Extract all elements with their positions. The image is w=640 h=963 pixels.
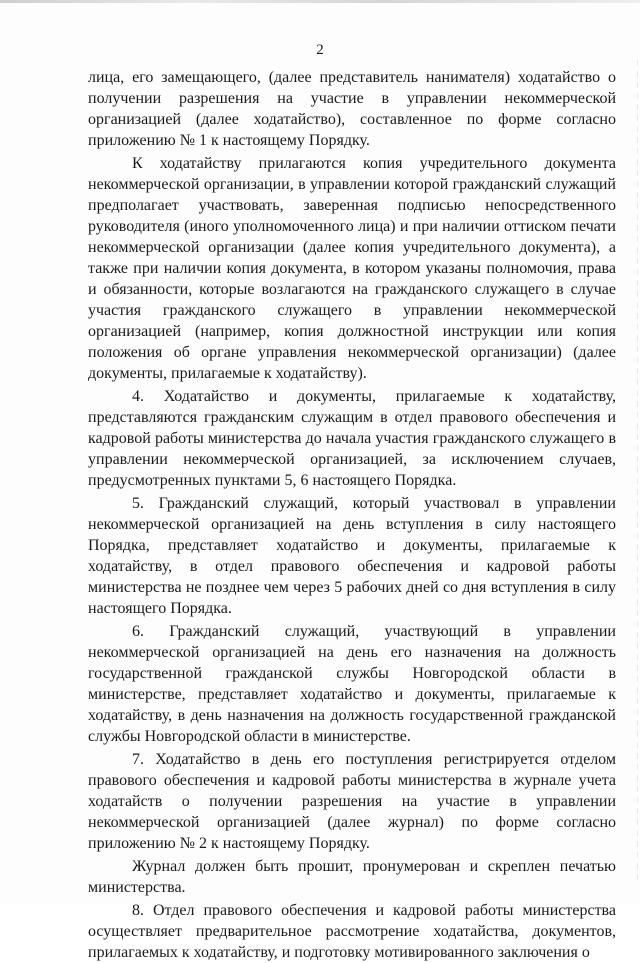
paragraph-journal: Журнал должен быть прошит, пронумерован и скреплен печатью министерства. — [88, 858, 616, 896]
scan-top-edge — [0, 0, 640, 3]
paragraph-item-4: 4. Ходатайство и документы, прилагаемые к ходатайству, представляются гражданским служащим в отдел правового обеспечения и кадровой работы министерства до начала участия гражданского служащего в управлении некоммерческой организацией, за исключением случаев, предусмотренных пунктами 5, 6 настоящего Порядка. — [88, 388, 616, 489]
paragraph-item-7: 7. Ходатайство в день его поступления регистрируется отделом правового обеспечения и кадровой работы министерства в журнале учета ходатайств о получении разрешения на участие в управлении некоммерческой организацией (далее журнал) по форме согласно приложению № 2 к настоящему Порядку. — [88, 751, 616, 852]
document-body — [88, 67, 616, 963]
page-number: 2 — [316, 42, 324, 58]
paragraph-attachments: К ходатайству прилагаются копия учредительного документа некоммерческой организации, в управлении которой гражданский служащий предполагает участвовать, заверенная подписью непосредственного руководителя (иного уполномоченного лица) и при наличии оттиском печати некоммерческой организации (далее копия учредительного документа), а также при наличии копия документа, в котором указаны полномочия, права и обязанности, которые возлагаются на гражданского служащего в случае участия гражданского служащего в управлении некоммерческой организацией (например, копия должностной инструкции или копия положения об органе управления некоммерческой организации) (далее документы, прилагаемые к ходатайству). — [88, 155, 616, 382]
paragraph-item-5: 5. Гражданский служащий, который участвовал в управлении некоммерческой организацией на день вступления в силу настоящего Порядка, представляет ходатайство и документы, прилагаемые к ходатайству, в отдел правового обеспечения и кадровой работы министерства не позднее чем через 5 рабочих дней со дня вступления в силу настоящего Порядка. — [88, 495, 616, 617]
paragraph-continuation: лица, его замещающего, (далее представитель нанимателя) ходатайство о получении разрешения на участие в управлении некоммерческой организацией (далее ходатайство), составленное по форме согласно приложению № 1 к настоящему Порядку. — [88, 69, 616, 149]
paragraph-item-8: 8. Отдел правового обеспечения и кадровой работы министерства осуществляет предварительное рассмотрение ходатайства, документов, прилагаемых к ходатайству, и подготовку мотивированного заключения о — [88, 902, 616, 961]
paragraph-item-6: 6. Гражданский служащий, участвующий в управлении некоммерческой организацией на день его назначения на должность государственной гражданской службы Новгородской области в министерстве, представляет ходатайство и документы, прилагаемые к ходатайству, в день назначения на должность государственной гражданской службы Новгородской области в министерстве. — [88, 623, 616, 745]
scan-right-edge — [637, 60, 638, 880]
